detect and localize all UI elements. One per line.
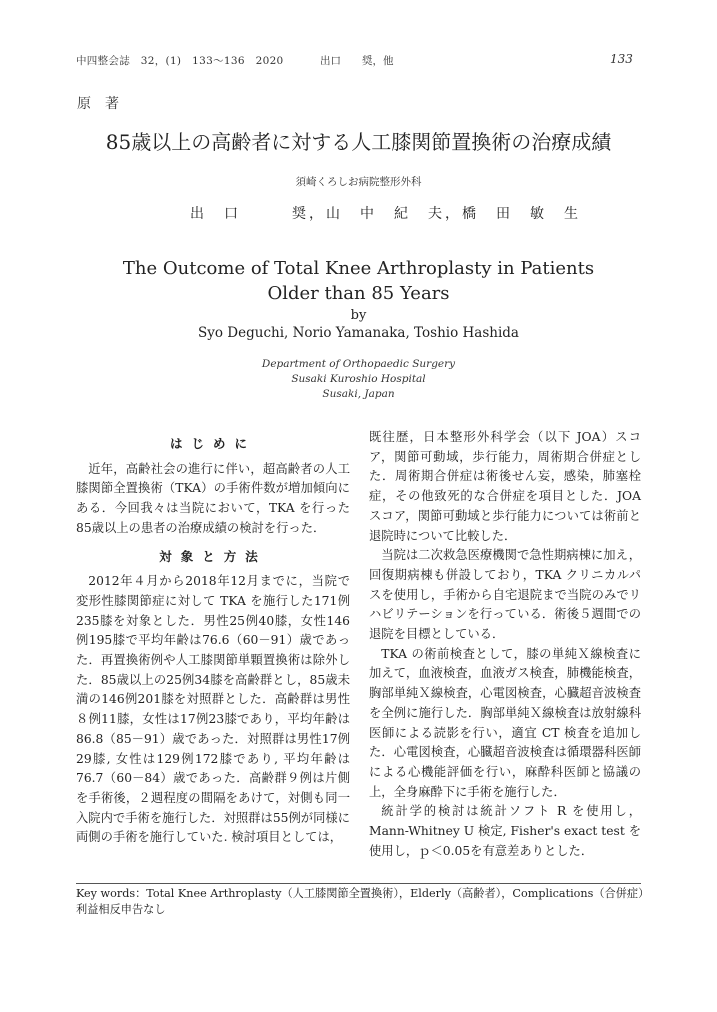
methods-paragraph-4: TKA の術前検査として，膝の単純Ｘ線検査に加えて，血液検査，血液ガス検査，肺機能検査，胸部単純Ｘ線検査，心電図検査，心臓超音波検査を全例に施行した．胸部単純Ｘ線検査は放射線科医師による読影を行い，適宜 CT 検査を追加した．心電図検査，心臓超音波検査は循環器科医師による心機能評価を行い，麻酔科医師と協議の上，全身麻酔下に手術を施行した． [369,646,641,799]
title-english-line1: The Outcome of Total Knee Arthroplasty in Patients [122,258,595,279]
running-header-journal: 中四整会誌 32，(1) 133～136 2020 [76,55,284,67]
page-number: 133 [610,52,633,66]
affiliation-japanese: 須崎くろしお病院整形外科 [295,176,422,188]
methods-paragraph-1: 2012年４月から2018年12月までに，当院で変形性膝関節症に対して TKA を施行した171例235膝を対象とした．男性25例40膝，女性146例195膝で平均年齢は76.6（60－91）歳であった．再置換術例や人工膝関節単顆置換術は除外した．85歳以上の25例34膝を高齢群とし，85歳未満の146例201膝を対照群とした．高齢群は男性８例11膝，女性は17例23膝であり，平均年齢は86.8（85－91）歳であった．対照群は男性17例29膝, 女性は129例172膝であり, 平均年齢は76.7（60－84）歳であった．高齢群９例は片側を手術後，２週程度の間隔をあけて，対側も同一入院内で手術を施行した．対照群は55例が同様に両側の手術を施行していた. 検討項目としては， [76,574,350,845]
intro-paragraph: 近年，高齢社会の進行に伴い，超高齢者の人工膝関節全置換術（TKA）の手術件数が増加傾向にある．今回我々は当院において，TKA を行った85歳以上の患者の治療成績の検討を行った． [76,461,350,535]
authors-japanese: 出 口 奨，山 中 紀 夫，橋 田 敏 生 [190,206,581,222]
methods-paragraph-2: 既往歴，日本整形外科学会（以下 JOA）スコア，関節可動域，歩行能力，周術期合併症とした．周術期合併症は術後せん妄，感染，肺塞栓症，その他致死的な合併症を項目とした．JOA スコア，関節可動域と歩行能力については術前と退院時について比較した． [369,430,641,543]
title-japanese: 85歳以上の高齢者に対する人工膝関節置換術の治療成績 [105,130,612,154]
article-category: 原著 [77,96,133,112]
methods-heading: 対象と方法 [159,548,267,564]
by-label: by [350,308,367,323]
left-column [76,434,350,848]
methods-paragraph-5: 統計学的検討は統計ソフト R を使用し，Mann-Whitney U 検定, Fisher's exact test を使用し，ｐ＜0.05を有意差ありとした． [369,804,641,858]
authors-english: Syo Deguchi, Norio Yamanaka, Toshio Hashida [198,325,519,341]
footnote-divider [76,883,641,884]
methods-paragraph-3: 当院は二次救急医療機関で急性期病棟に加え，回復期病棟も併設しており，TKA クリニカルパスを使用し，手術から自宅退院まで当院のみでリハビリテーションを行っている．術後５週間での退院を目標としている． [369,548,641,642]
keywords: Key words：Total Knee Arthroplasty（人工膝関節全置換術），Elderly（高齢者），Complications（合併症） [76,887,650,900]
title-english-line2: Older than 85 Years [267,283,450,304]
coi-statement: 利益相反申告なし [76,903,166,916]
right-column [369,428,641,861]
location: Susaki, Japan [322,388,395,400]
department: Department of Orthopaedic Surgery [261,358,456,370]
running-header-authors: 出口 奨，他 [320,55,394,67]
footnote [76,886,650,918]
intro-heading: はじめに [169,436,256,451]
hospital: Susaki Kuroshio Hospital [291,373,426,385]
